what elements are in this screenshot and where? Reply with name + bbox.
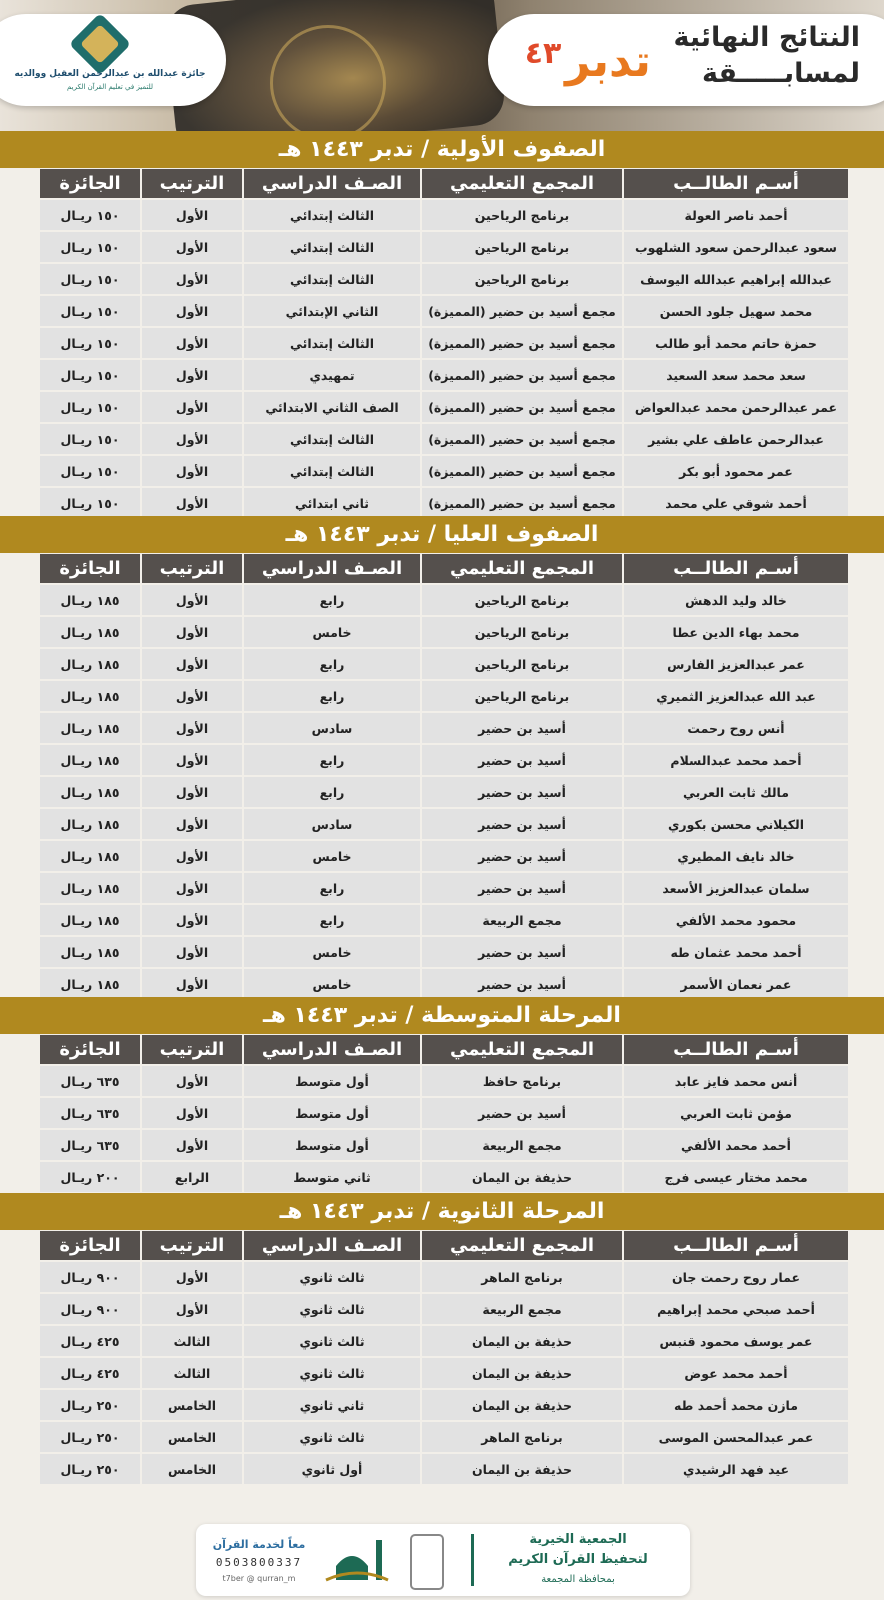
table-row — [40, 392, 848, 422]
center-cell: برنامج الماهر — [422, 1262, 622, 1292]
table-row — [40, 264, 848, 294]
table-row — [40, 873, 848, 903]
student-name-cell: أحمد صبحي محمد إبراهيم — [624, 1294, 848, 1324]
rank-cell: الأول — [142, 1294, 242, 1324]
center-cell: أسيد بن حضير — [422, 873, 622, 903]
column-header: الترتيب — [142, 169, 242, 198]
column-header: الترتيب — [142, 554, 242, 583]
table-row — [40, 1358, 848, 1388]
grade-cell: الثالث إبتدائي — [244, 232, 420, 262]
student-name-cell: عمر عبدالرحمن محمد عبدالعواض — [624, 392, 848, 422]
grade-cell: خامس — [244, 617, 420, 647]
footer-phone-number: 0503800337 — [215, 1556, 303, 1569]
rank-cell: الأول — [142, 905, 242, 935]
student-name-cell: مازن محمد أحمد طه — [624, 1390, 848, 1420]
table-row — [40, 360, 848, 390]
center-cell: حذيفة بن اليمان — [422, 1326, 622, 1356]
table-row — [40, 1390, 848, 1420]
brand-logo-number: ٤٣ — [524, 36, 562, 71]
grade-cell: ثالث ثانوي — [244, 1326, 420, 1356]
award-logo-tagline: للتميز في تعليم القرآن الكريم — [66, 83, 154, 91]
grade-cell: أول متوسط — [244, 1098, 420, 1128]
student-name-cell: أحمد شوقي علي محمد — [624, 488, 848, 518]
prize-cell: ١٥٠ ريـال — [40, 392, 140, 422]
prize-cell: ٢٥٠ ريـال — [40, 1390, 140, 1420]
column-header: الصـف الدراسي — [244, 554, 420, 583]
grade-cell: الثالث إبتدائي — [244, 200, 420, 230]
prize-cell: ١٥٠ ريـال — [40, 328, 140, 358]
brand-logo-text: تدبر — [565, 36, 651, 87]
results-table — [38, 1229, 850, 1486]
grade-cell: أول ثانوي — [244, 1454, 420, 1484]
rank-cell: الثالث — [142, 1358, 242, 1388]
footer-slogan: معاً لخدمة القرآن — [212, 1538, 306, 1551]
rank-cell: الأول — [142, 296, 242, 326]
prize-cell: ١٥٠ ريـال — [40, 424, 140, 454]
center-cell: مجمع أسيد بن حضير (المميزة) — [422, 392, 622, 422]
rank-cell: الأول — [142, 1066, 242, 1096]
results-table — [38, 552, 850, 1001]
table-row — [40, 1454, 848, 1484]
page-title-line1: النتائج النهائية — [673, 22, 860, 53]
student-name-cell: أنس محمد فايز عابد — [624, 1066, 848, 1096]
center-cell: مجمع أسيد بن حضير (المميزة) — [422, 424, 622, 454]
prize-cell: ٢٠٠ ريـال — [40, 1162, 140, 1192]
prize-cell: ١٨٥ ريـال — [40, 969, 140, 999]
column-header: أسـم الطالــب — [624, 1231, 848, 1260]
prize-cell: ١٥٠ ريـال — [40, 360, 140, 390]
center-cell: برنامج الرياحين — [422, 617, 622, 647]
grade-cell: الثالث إبتدائي — [244, 456, 420, 486]
student-name-cell: عيد فهد الرشيدي — [624, 1454, 848, 1484]
grade-cell: ثالث ثانوي — [244, 1422, 420, 1452]
prize-cell: ٤٢٥ ريـال — [40, 1326, 140, 1356]
table-row — [40, 841, 848, 871]
prize-cell: ١٨٥ ريـال — [40, 585, 140, 615]
grade-cell: الثالث إبتدائي — [244, 328, 420, 358]
table-row — [40, 905, 848, 935]
award-logo-name: جائزة عبدالله بن عبدالرحمن العقيل ووالديه — [14, 69, 206, 79]
grade-cell: أول متوسط — [244, 1066, 420, 1096]
prize-cell: ١٥٠ ريـال — [40, 200, 140, 230]
prize-cell: ١٨٥ ريـال — [40, 617, 140, 647]
rank-cell: الأول — [142, 328, 242, 358]
table-row — [40, 1066, 848, 1096]
section-title: المرحلة المتوسطة / تدبر ١٤٤٣ هـ — [0, 997, 884, 1034]
center-cell: أسيد بن حضير — [422, 809, 622, 839]
student-name-cell: سعد محمد سعد السعيد — [624, 360, 848, 390]
center-cell: أسيد بن حضير — [422, 1098, 622, 1128]
column-header: الصـف الدراسي — [244, 1035, 420, 1064]
prize-cell: ١٥٠ ريـال — [40, 232, 140, 262]
footer-org-subtitle: لتحفيظ القرآن الكريم — [508, 1552, 648, 1567]
prize-cell: ٢٥٠ ريـال — [40, 1422, 140, 1452]
table-row — [40, 1326, 848, 1356]
grade-cell: سادس — [244, 809, 420, 839]
student-name-cell: سلمان عبدالعزيز الأسعد — [624, 873, 848, 903]
prize-cell: ٢٥٠ ريـال — [40, 1454, 140, 1484]
grade-cell: ثالث ثانوي — [244, 1262, 420, 1292]
table-row — [40, 328, 848, 358]
table-row — [40, 1098, 848, 1128]
center-cell: أسيد بن حضير — [422, 937, 622, 967]
rank-cell: الخامس — [142, 1454, 242, 1484]
center-cell: مجمع الربيعة — [422, 905, 622, 935]
rank-cell: الأول — [142, 1098, 242, 1128]
rank-cell: الأول — [142, 264, 242, 294]
center-cell: أسيد بن حضير — [422, 777, 622, 807]
grade-cell: خامس — [244, 969, 420, 999]
center-cell: أسيد بن حضير — [422, 841, 622, 871]
section-title: الصفوف العليا / تدبر ١٤٤٣ هـ — [0, 516, 884, 553]
student-name-cell: أحمد ناصر العولة — [624, 200, 848, 230]
rank-cell: الأول — [142, 713, 242, 743]
prize-cell: ١٥٠ ريـال — [40, 488, 140, 518]
student-name-cell: عبد الله عبدالعزيز الثميري — [624, 681, 848, 711]
center-cell: أسيد بن حضير — [422, 745, 622, 775]
phone-icon — [410, 1534, 444, 1590]
rank-cell: الأول — [142, 200, 242, 230]
rank-cell: الأول — [142, 841, 242, 871]
table-row — [40, 456, 848, 486]
mosque-icon — [322, 1536, 392, 1584]
table-row — [40, 777, 848, 807]
table-row — [40, 969, 848, 999]
prize-cell: ١٨٥ ريـال — [40, 713, 140, 743]
student-name-cell: أحمد محمد عبدالسلام — [624, 745, 848, 775]
student-name-cell: أحمد محمد عوض — [624, 1358, 848, 1388]
rank-cell: الأول — [142, 745, 242, 775]
student-name-cell: عمار روح رحمت جان — [624, 1262, 848, 1292]
rank-cell: الأول — [142, 809, 242, 839]
table-row — [40, 1294, 848, 1324]
student-name-cell: محمد بهاء الدين عطا — [624, 617, 848, 647]
student-name-cell: عمر يوسف محمود قنبس — [624, 1326, 848, 1356]
center-cell: حذيفة بن اليمان — [422, 1454, 622, 1484]
center-cell: برنامج الرياحين — [422, 649, 622, 679]
column-header: المجمع التعليمي — [422, 1231, 622, 1260]
student-name-cell: أنس روح رحمت — [624, 713, 848, 743]
prize-cell: ٤٢٥ ريـال — [40, 1358, 140, 1388]
table-row — [40, 200, 848, 230]
rank-cell: الأول — [142, 873, 242, 903]
column-header: أسـم الطالــب — [624, 169, 848, 198]
prize-cell: ٩٠٠ ريـال — [40, 1262, 140, 1292]
rank-cell: الأول — [142, 585, 242, 615]
column-header: الترتيب — [142, 1231, 242, 1260]
grade-cell: الثاني الإبتدائي — [244, 296, 420, 326]
center-cell: مجمع الربيعة — [422, 1294, 622, 1324]
center-cell: مجمع الربيعة — [422, 1130, 622, 1160]
rank-cell: الأول — [142, 1130, 242, 1160]
student-name-cell: سعود عبدالرحمن سعود الشلهوب — [624, 232, 848, 262]
footer-org-name: الجمعية الخيرية — [529, 1532, 627, 1547]
center-cell: برنامج الرياحين — [422, 681, 622, 711]
student-name-cell: محمد سهيل جلود الحسن — [624, 296, 848, 326]
center-cell: برنامج الرياحين — [422, 585, 622, 615]
prize-cell: ٦٣٥ ريـال — [40, 1130, 140, 1160]
center-cell: برنامج الرياحين — [422, 264, 622, 294]
rank-cell: الأول — [142, 392, 242, 422]
center-cell: برنامج حافظ — [422, 1066, 622, 1096]
table-row — [40, 1262, 848, 1292]
grade-cell: رابع — [244, 585, 420, 615]
column-header: الجائزة — [40, 1231, 140, 1260]
grade-cell: الثالث إبتدائي — [244, 424, 420, 454]
table-row — [40, 585, 848, 615]
grade-cell: الثالث إبتدائي — [244, 264, 420, 294]
rank-cell: الأول — [142, 1262, 242, 1292]
prize-cell: ١٨٥ ريـال — [40, 809, 140, 839]
prize-cell: ١٥٠ ريـال — [40, 456, 140, 486]
student-name-cell: مالك ثابت العربي — [624, 777, 848, 807]
rank-cell: الأول — [142, 488, 242, 518]
student-name-cell: عمر نعمان الأسمر — [624, 969, 848, 999]
grade-cell: ثالث ثانوي — [244, 1294, 420, 1324]
student-name-cell: حمزة حاتم محمد أبو طالب — [624, 328, 848, 358]
footer-divider — [471, 1534, 474, 1586]
student-name-cell: عمر عبدالمحسن الموسى — [624, 1422, 848, 1452]
prize-cell: ٦٣٥ ريـال — [40, 1098, 140, 1128]
table-row — [40, 617, 848, 647]
table-row — [40, 232, 848, 262]
rank-cell: الأول — [142, 777, 242, 807]
grade-cell: ثاني متوسط — [244, 1162, 420, 1192]
student-name-cell: مؤمن ثابت العربي — [624, 1098, 848, 1128]
table-row — [40, 1130, 848, 1160]
student-name-cell: أحمد محمد عثمان طه — [624, 937, 848, 967]
prize-cell: ١٥٠ ريـال — [40, 264, 140, 294]
center-cell: مجمع أسيد بن حضير (المميزة) — [422, 296, 622, 326]
footer-social-handles: t7ber @ qurran_m — [222, 1574, 296, 1583]
grade-cell: رابع — [244, 745, 420, 775]
student-name-cell: الكيلاني محسن بكوري — [624, 809, 848, 839]
prize-cell: ١٨٥ ريـال — [40, 745, 140, 775]
rank-cell: الخامس — [142, 1422, 242, 1452]
rank-cell: الثالث — [142, 1326, 242, 1356]
footer-org-location: بمحافظة المجمعة — [541, 1574, 615, 1585]
student-name-cell: خالد وليد الدهش — [624, 585, 848, 615]
header-banner — [0, 0, 884, 135]
prize-cell: ١٨٥ ريـال — [40, 681, 140, 711]
column-header: المجمع التعليمي — [422, 169, 622, 198]
section-title: الصفوف الأولية / تدبر ١٤٤٣ هـ — [0, 131, 884, 168]
center-cell: مجمع أسيد بن حضير (المميزة) — [422, 328, 622, 358]
grade-cell: ثاني ابتدائي — [244, 488, 420, 518]
footer — [196, 1524, 690, 1596]
grade-cell: ثاني ثانوي — [244, 1390, 420, 1420]
center-cell: برنامج الرياحين — [422, 200, 622, 230]
rank-cell: الأول — [142, 456, 242, 486]
student-name-cell: محمود محمد الألفي — [624, 905, 848, 935]
rank-cell: الرابع — [142, 1162, 242, 1192]
prize-cell: ٩٠٠ ريـال — [40, 1294, 140, 1324]
rank-cell: الأول — [142, 617, 242, 647]
center-cell: مجمع أسيد بن حضير (المميزة) — [422, 456, 622, 486]
prize-cell: ١٥٠ ريـال — [40, 296, 140, 326]
column-header: المجمع التعليمي — [422, 1035, 622, 1064]
grade-cell: رابع — [244, 873, 420, 903]
grade-cell: أول متوسط — [244, 1130, 420, 1160]
column-header: الصـف الدراسي — [244, 1231, 420, 1260]
prize-cell: ١٨٥ ريـال — [40, 649, 140, 679]
grade-cell: سادس — [244, 713, 420, 743]
column-header: أسـم الطالــب — [624, 554, 848, 583]
grade-cell: رابع — [244, 905, 420, 935]
prize-cell: ١٨٥ ريـال — [40, 937, 140, 967]
rank-cell: الأول — [142, 232, 242, 262]
student-name-cell: عبدالله إبراهيم عبدالله اليوسف — [624, 264, 848, 294]
table-row — [40, 809, 848, 839]
center-cell: حذيفة بن اليمان — [422, 1162, 622, 1192]
center-cell: مجمع أسيد بن حضير (المميزة) — [422, 360, 622, 390]
rank-cell: الأول — [142, 969, 242, 999]
center-cell: حذيفة بن اليمان — [422, 1358, 622, 1388]
prize-cell: ١٨٥ ريـال — [40, 905, 140, 935]
grade-cell: تمهيدي — [244, 360, 420, 390]
results-table — [38, 167, 850, 520]
table-row — [40, 488, 848, 518]
table-row — [40, 681, 848, 711]
prize-cell: ١٨٥ ريـال — [40, 841, 140, 871]
grade-cell: خامس — [244, 841, 420, 871]
column-header: الصـف الدراسي — [244, 169, 420, 198]
table-row — [40, 937, 848, 967]
rank-cell: الأول — [142, 681, 242, 711]
quran-ornament — [270, 25, 386, 135]
student-name-cell: عمر عبدالعزيز الفارس — [624, 649, 848, 679]
table-header-row — [40, 554, 848, 583]
student-name-cell: عمر محمود أبو بكر — [624, 456, 848, 486]
prize-cell: ٦٣٥ ريـال — [40, 1066, 140, 1096]
center-cell: برنامج الماهر — [422, 1422, 622, 1452]
table-row — [40, 713, 848, 743]
table-header-row — [40, 1231, 848, 1260]
table-row — [40, 1162, 848, 1192]
results-table — [38, 1033, 850, 1194]
center-cell: برنامج الرياحين — [422, 232, 622, 262]
student-name-cell: عبدالرحمن عاطف علي بشير — [624, 424, 848, 454]
student-name-cell: محمد مختار عيسى فرج — [624, 1162, 848, 1192]
rank-cell: الأول — [142, 937, 242, 967]
grade-cell: رابع — [244, 681, 420, 711]
table-header-row — [40, 169, 848, 198]
rank-cell: الأول — [142, 649, 242, 679]
column-header: الترتيب — [142, 1035, 242, 1064]
page-title-line2: لمسابـــــقة — [702, 58, 860, 89]
section-title: المرحلة الثانوية / تدبر ١٤٤٣ هـ — [0, 1193, 884, 1230]
column-header: أسـم الطالــب — [624, 1035, 848, 1064]
grade-cell: خامس — [244, 937, 420, 967]
column-header: الجائزة — [40, 1035, 140, 1064]
center-cell: مجمع أسيد بن حضير (المميزة) — [422, 488, 622, 518]
center-cell: أسيد بن حضير — [422, 713, 622, 743]
table-row — [40, 1422, 848, 1452]
center-cell: حذيفة بن اليمان — [422, 1390, 622, 1420]
grade-cell: ثالث ثانوي — [244, 1358, 420, 1388]
center-cell: أسيد بن حضير — [422, 969, 622, 999]
prize-cell: ١٨٥ ريـال — [40, 873, 140, 903]
column-header: الجائزة — [40, 169, 140, 198]
rank-cell: الخامس — [142, 1390, 242, 1420]
grade-cell: رابع — [244, 649, 420, 679]
grade-cell: الصف الثاني الابتدائي — [244, 392, 420, 422]
table-header-row — [40, 1035, 848, 1064]
student-name-cell: خالد نايف المطيري — [624, 841, 848, 871]
table-row — [40, 424, 848, 454]
grade-cell: رابع — [244, 777, 420, 807]
column-header: الجائزة — [40, 554, 140, 583]
table-row — [40, 649, 848, 679]
rank-cell: الأول — [142, 424, 242, 454]
prize-cell: ١٨٥ ريـال — [40, 777, 140, 807]
table-row — [40, 296, 848, 326]
table-row — [40, 745, 848, 775]
column-header: المجمع التعليمي — [422, 554, 622, 583]
rank-cell: الأول — [142, 360, 242, 390]
student-name-cell: أحمد محمد الألفي — [624, 1130, 848, 1160]
